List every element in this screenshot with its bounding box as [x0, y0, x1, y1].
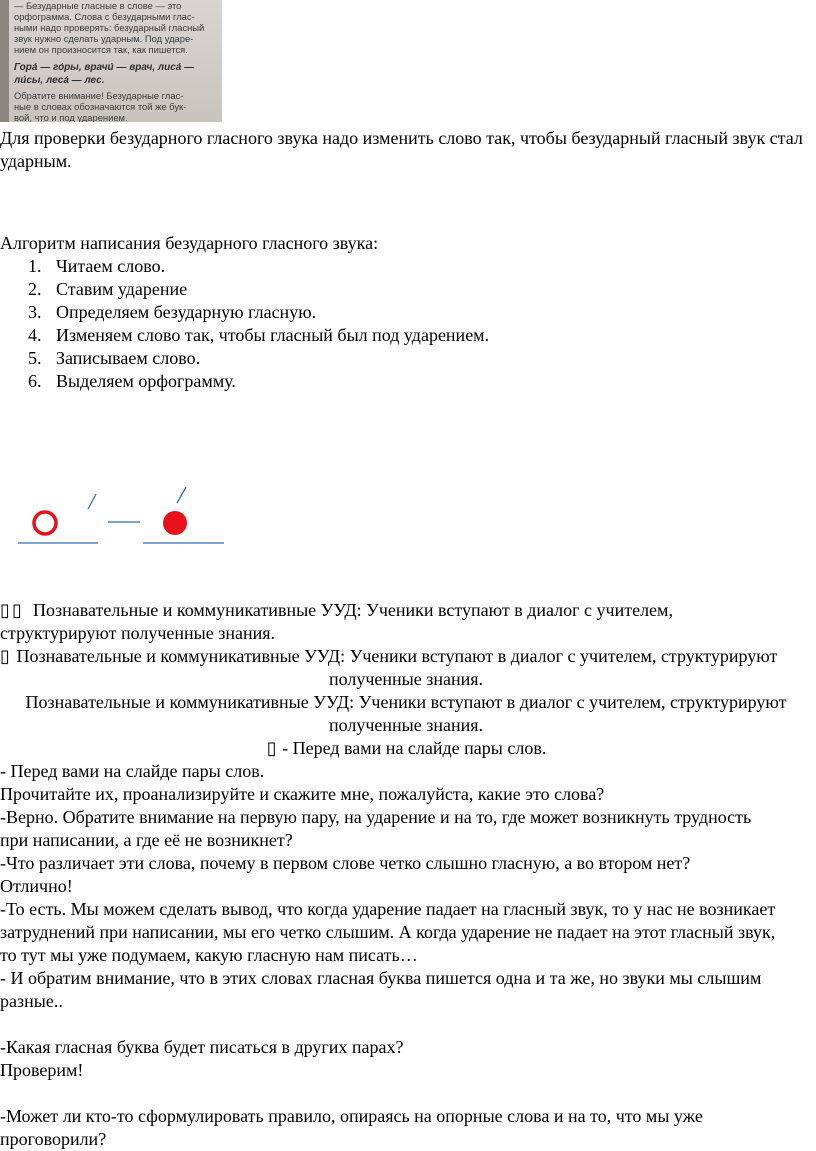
dialog-line: -Что различает эти слова, почему в первом слове четко слышно гласную, а во втором нет? — [0, 853, 691, 873]
scan-line: нием он произносится так, как пишется. — [14, 44, 188, 55]
stress-mark-left — [88, 494, 96, 509]
uud-text: Познавательные и коммуникативные УУД: Ученики вступают в диалог с учителем, — [33, 600, 673, 620]
scan-line: — Безударные гласные в слове — это — [14, 0, 182, 11]
step-text: Ставим ударение — [56, 279, 188, 299]
stress-scheme-diagram — [0, 480, 240, 550]
step-text: Изменяем слово так, чтобы гласный был под ударением. — [56, 325, 490, 345]
missing-glyph-icon: ▯ — [0, 600, 10, 620]
step-number: 1. — [28, 256, 42, 276]
stressed-vowel-circle — [163, 511, 187, 535]
missing-glyph-icon: ▯ — [0, 646, 10, 666]
scan-example: Гора́ — го́ры, врачи́ — врач, лиса́ — — [14, 62, 195, 73]
missing-glyph-icon: ▯ — [266, 738, 277, 758]
stress-mark-right — [177, 487, 186, 503]
step-number: 6. — [28, 371, 42, 391]
dialog-line: разные.. — [0, 991, 63, 1011]
list-item — [0, 347, 489, 370]
scan-example: ли́сы, леса́ — лес. — [14, 75, 105, 86]
uud-text: Познавательные и коммуникативные УУД: Ученики вступают в диалог с учителем, структурируют — [16, 646, 778, 666]
slide-text: - Перед вами на слайде пары слов. — [282, 738, 547, 758]
textbook-scan-image — [0, 0, 222, 122]
missing-glyph-icon: ▯ — [12, 600, 22, 620]
dialog-line: - И обратим внимание, что в этих словах гласная буква пишется одна и та же, но звуки мы слышим — [0, 968, 762, 988]
list-item — [0, 324, 489, 347]
step-number: 3. — [28, 302, 42, 322]
step-text: Выделяем орфограмму. — [56, 371, 236, 391]
list-item — [0, 370, 489, 393]
uud-paragraph-2 — [0, 645, 812, 668]
dialog-line: Отлично! — [0, 876, 73, 896]
slide-pairs-heading — [0, 737, 812, 760]
scan-note: ные в словах обозначаются той же бук- — [14, 101, 187, 112]
dialog-line: -Верно. Обратите внимание на первую пару, на ударение и на то, где может возникнуть трудность — [0, 807, 752, 827]
dialog-line: Проверим! — [0, 1060, 84, 1080]
list-item — [0, 278, 489, 301]
step-number: 4. — [28, 325, 42, 345]
dialog-line: то тут мы уже подумаем, какую гласную нам писать… — [0, 945, 418, 965]
list-item — [0, 255, 489, 278]
uud-paragraph-2-cont: полученные знания. — [328, 669, 484, 689]
uud-paragraph-3-cont: полученные знания. — [328, 715, 484, 735]
algorithm-steps — [0, 255, 489, 393]
scan-line: звук нужно сделать ударным. Под ударе- — [14, 33, 194, 44]
list-item — [0, 301, 489, 324]
scan-line: орфограмма. Слова с безударными глас- — [14, 11, 195, 22]
dialog-line: -То есть. Мы можем сделать вывод, что когда ударение падает на гласный звук, то у нас не возникает — [0, 899, 776, 919]
dialog-line: -Какая гласная буква будет писаться в других парах? — [0, 1037, 404, 1057]
uud-paragraph-3: Познавательные и коммуникативные УУД: Ученики вступают в диалог с учителем, структурируют — [25, 692, 787, 712]
step-number: 5. — [28, 348, 42, 368]
step-text: Определяем безударную гласную. — [56, 302, 317, 322]
unstressed-vowel-circle — [34, 512, 56, 534]
scan-note: вой, что и под ударением. — [14, 112, 128, 122]
dialog-line: Прочитайте их, проанализируйте и скажите мне, пожалуйста, какие это слова? — [0, 784, 605, 804]
uud-paragraph-1-cont: структурируют полученные знания. — [0, 623, 275, 643]
scan-line: ными надо проверять: безударный гласный — [14, 22, 205, 33]
intro-paragraph: Для проверки безударного гласного звука надо изменить слово так, чтобы безударный гласный звук стал ударным. — [0, 128, 803, 171]
step-number: 2. — [28, 279, 42, 299]
scan-note: Обратите внимание! Безударные глас- — [14, 90, 184, 101]
uud-paragraph-1 — [0, 599, 812, 622]
step-text: Читаем слово. — [56, 256, 166, 276]
dialog-line: при написании, а где её не возникнет? — [0, 830, 293, 850]
dialog-line: - Перед вами на слайде пары слов. — [0, 761, 265, 781]
dialog-line: затруднений при написании, мы его четко слышим. А когда ударение не падает на этот гласный звук, — [0, 922, 776, 942]
dialog-line: -Может ли кто-то сформулировать правило, опираясь на опорные слова и на то, что мы уже — [0, 1106, 703, 1126]
algorithm-title: Алгоритм написания безударного гласного звука: — [0, 233, 379, 253]
dialog-line: проговорили? — [0, 1129, 107, 1149]
step-text: Записываем слово. — [56, 348, 201, 368]
